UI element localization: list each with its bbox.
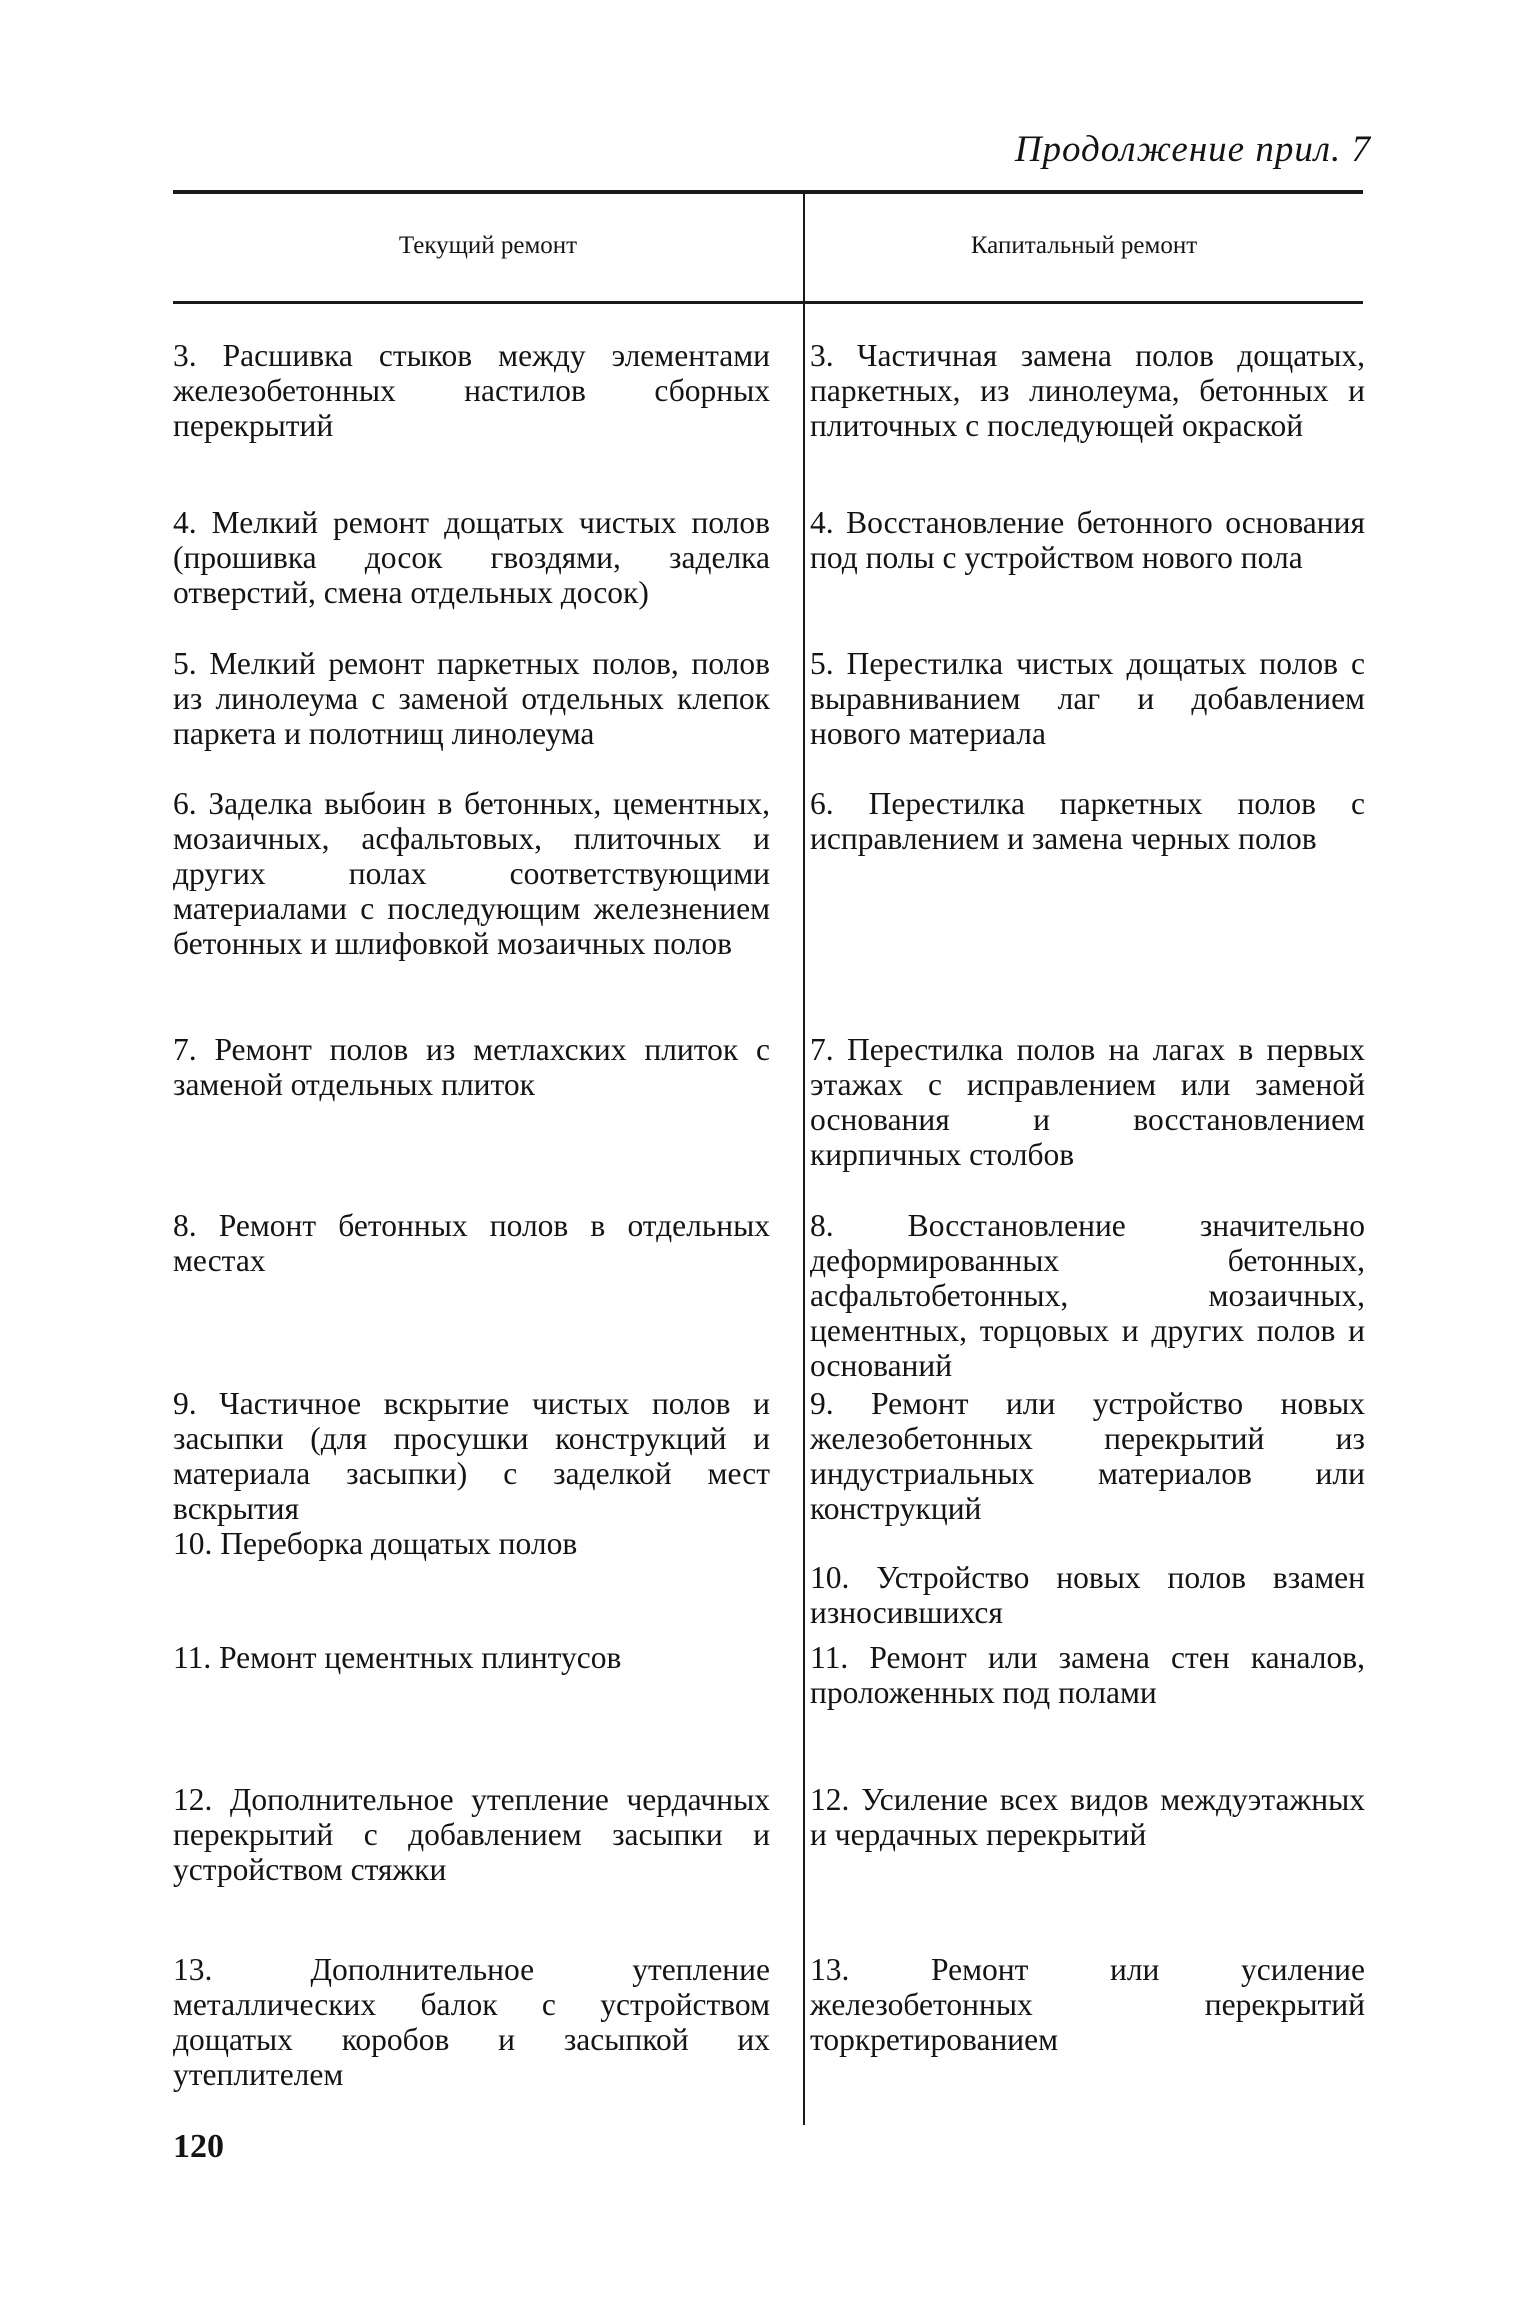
page-number: 120 <box>173 2128 224 2165</box>
right-item-5: 5. Перестилка чистых дощатых полов с выравниванием лаг и добавлением нового материала <box>810 646 1365 751</box>
continuation-caption: Продолжение прил. 7 <box>1014 129 1371 170</box>
left-item-11: 11. Ремонт цементных плинтусов <box>173 1640 622 1675</box>
right-item-12: 12. Усиление всех видов междуэтажных и чердачных перекрытий <box>810 1782 1365 1852</box>
left-item-3: 3. Расшивка стыков между элементами железобетонных настилов сборных перекрытий <box>173 338 770 443</box>
right-item-6: 6. Перестилка паркетных полов с исправлением и замена черных полов <box>810 786 1365 856</box>
left-item-6: 6. Заделка выбоин в бетонных, цементных, мозаичных, асфальтовых, плиточных и других полах соответствующими материалами с последующим железнением бетонных и шлифовкой мозаичных полов <box>173 786 770 961</box>
column-divider <box>803 190 805 2125</box>
right-item-9: 9. Ремонт или устройство новых железобетонных перекрытий из индустриальных материалов или конструкций <box>810 1386 1365 1526</box>
right-item-10: 10. Устройство новых полов взамен износившихся <box>810 1560 1365 1630</box>
right-item-8: 8. Восстановление значительно деформированных бетонных, асфальтобетонных, мозаичных, цементных, торцовых и других полов и оснований <box>810 1208 1365 1383</box>
right-item-13: 13. Ремонт или усиление железобетонных перекрытий торкретированием <box>810 1952 1365 2057</box>
right-item-7: 7. Перестилка полов на лагах в первых этажах с исправлением или заменой основания и восстановлением кирпичных столбов <box>810 1032 1365 1172</box>
right-item-11: 11. Ремонт или замена стен каналов, проложенных под полами <box>810 1640 1365 1710</box>
left-item-7: 7. Ремонт полов из метлахских плиток с заменой отдельных плиток <box>173 1032 770 1102</box>
left-item-4: 4. Мелкий ремонт дощатых чистых полов (прошивка досок гвоздями, заделка отверстий, смена отдельных досок) <box>173 505 770 610</box>
right-item-4: 4. Восстановление бетонного основания под полы с устройством нового пола <box>810 505 1365 575</box>
table-header-rule <box>173 301 1363 304</box>
left-item-13: 13. Дополнительное утепление металлических балок с устройством дощатых коробов и засыпкой их утеплителем <box>173 1952 770 2092</box>
table-top-rule <box>173 190 1363 194</box>
left-item-8: 8. Ремонт бетонных полов в отдельных местах <box>173 1208 770 1278</box>
left-item-5: 5. Мелкий ремонт паркетных полов, полов из линолеума с заменой отдельных клепок паркета и полотнищ линолеума <box>173 646 770 751</box>
left-item-12: 12. Дополнительное утепление чердачных перекрытий с добавлением засыпки и устройством стяжки <box>173 1782 770 1887</box>
left-item-10: 10. Переборка дощатых полов <box>173 1526 578 1561</box>
left-item-9: 9. Частичное вскрытие чистых полов и засыпки (для просушки конструкций и материала засыпки) с заделкой мест вскрытия <box>173 1386 770 1526</box>
column-header-capital-repair: Капитальный ремонт <box>970 232 1198 259</box>
column-header-current-repair: Текущий ремонт <box>398 232 578 259</box>
right-item-3: 3. Частичная замена полов дощатых, паркетных, из линолеума, бетонных и плиточных с последующей окраской <box>810 338 1365 443</box>
